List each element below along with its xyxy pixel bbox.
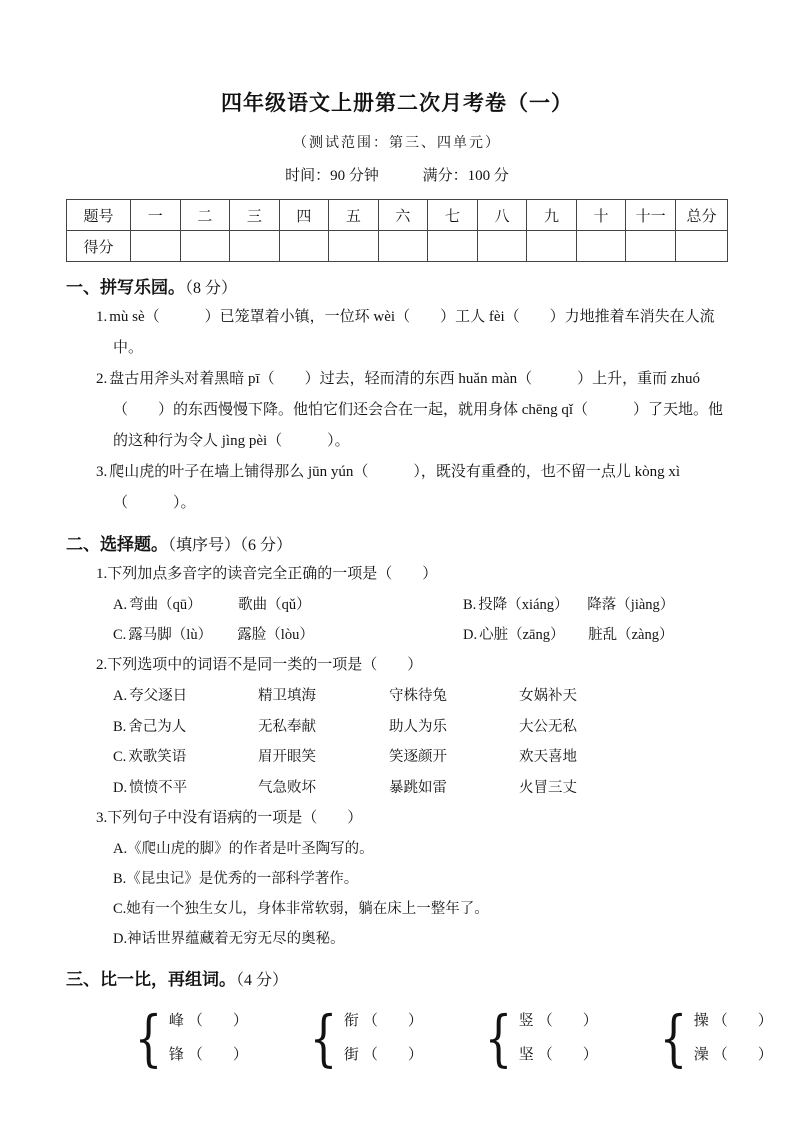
option-b — [463, 590, 728, 620]
option-word-1: 投降（xiáng） — [478, 597, 569, 613]
option-word-1: 心脏（zāng） — [479, 627, 565, 643]
option-word: 笑逐颜开 — [389, 749, 447, 765]
score-blank-cell — [180, 231, 230, 262]
test-scope: （测试范围：第三、四单元） — [293, 136, 501, 151]
brace-icon: { — [134, 1002, 163, 1074]
blank: （ ） — [362, 1047, 423, 1063]
option-word-2: 脏乱（zàng） — [588, 627, 674, 643]
question-2-option-b — [113, 712, 728, 743]
section-1-points: （8 分） — [185, 280, 238, 297]
section-2-heading — [66, 532, 728, 559]
option-label: A. — [113, 688, 128, 704]
option-word: 暴跳如雷 — [389, 779, 447, 796]
score-blank-cell — [527, 231, 577, 262]
option-word: 无私奉献 — [258, 718, 316, 735]
option-word-2: 露脸（lòu） — [237, 627, 314, 643]
pair-top — [519, 1004, 598, 1038]
score-table-cell: 一 — [131, 200, 181, 231]
option-word: 火冒三丈 — [519, 779, 577, 796]
blank: （ ） — [187, 1047, 248, 1063]
score-blank-cell — [626, 231, 676, 262]
option-word: 助人为乐 — [389, 718, 447, 735]
option-label: D. — [463, 627, 478, 643]
score-table-cell: 六 — [378, 200, 428, 231]
score-table-cell: 八 — [477, 200, 527, 231]
question-3-option-a: A.《爬山虎的脚》的作者是叶圣陶写的。 — [113, 841, 374, 857]
exam-meta — [66, 165, 728, 187]
item-text: 盘古用斧头对着黑暗 pī（ ）过去，轻而清的东西 huǎn màn（ ）上升，重而 zhuó（ ）的东西慢慢下降。他怕它们还会合在一起，就用身体 chēng qǐ（ ）了天地。他的这种行为令人 jìng pèi（ ）。 — [109, 371, 723, 449]
question-1-options — [113, 590, 728, 650]
option-word: 大公无私 — [519, 718, 577, 735]
question-2-option-d — [113, 773, 728, 804]
question-2-stem: 2.下列选项中的词语不是同一类的一项是（ ） — [96, 657, 423, 673]
item-text: 爬山虎的叶子在墙上铺得那么 jūn yún（ ），既没有重叠的，也不留一点儿 kòng xì（ ）。 — [109, 464, 681, 511]
character: 竖 — [518, 1013, 534, 1029]
score-blank-cell — [131, 231, 181, 262]
option-label: B. — [113, 718, 127, 735]
full-score: 满分：100 分 — [422, 168, 509, 184]
option-word: 守株待兔 — [389, 688, 447, 704]
blank: （ ） — [362, 1013, 423, 1029]
pair-rows — [344, 1004, 423, 1072]
option-label: D. — [113, 779, 128, 796]
brace-icon: { — [309, 1002, 338, 1074]
pair-top — [344, 1004, 423, 1038]
question-3-stem: 3.下列句子中没有语病的一项是（ ） — [96, 810, 363, 826]
time-limit: 时间：90 分钟 — [285, 168, 379, 184]
item-text: mù sè（ ）已笼罩着小镇，一位环 wèi（ ）工人 fèi（ ）力地推着车消失在人流中。 — [109, 309, 715, 356]
blank: （ ） — [712, 1047, 773, 1063]
question-2-option-a — [113, 681, 728, 712]
pair-bottom — [694, 1038, 773, 1072]
blank: （ ） — [537, 1047, 598, 1063]
option-word: 气急败坏 — [258, 779, 316, 796]
option-word-2: 歌曲（qǔ） — [238, 597, 311, 613]
option-cell — [113, 742, 258, 773]
word-pair-4 — [655, 1002, 773, 1074]
pair-top — [169, 1004, 248, 1038]
score-table-cell: 三 — [230, 200, 280, 231]
score-blank-cell — [230, 231, 280, 262]
pinyin-item-1 — [66, 302, 728, 364]
score-table-cell: 七 — [428, 200, 478, 231]
pinyin-item-2 — [66, 364, 728, 457]
word-pair-3 — [480, 1002, 598, 1074]
option-word: 欢歌笑语 — [128, 749, 187, 765]
item-number: 3. — [96, 464, 108, 480]
option-word: 愤愤不平 — [129, 779, 188, 796]
score-row-label: 得分 — [67, 231, 131, 262]
character: 峰 — [168, 1013, 184, 1029]
section-1-title: 一、拼写乐园。 — [66, 278, 185, 297]
option-word: 精卫填海 — [258, 688, 316, 704]
option-cell — [113, 712, 258, 743]
score-blank-cell — [378, 231, 428, 262]
word-pair-1 — [130, 1002, 248, 1074]
score-table-header-row — [67, 200, 728, 231]
option-word: 欢天喜地 — [519, 749, 577, 765]
pair-bottom — [519, 1038, 598, 1072]
character: 澡 — [693, 1047, 709, 1063]
option-cell — [113, 681, 258, 712]
option-word: 夸父逐日 — [129, 688, 188, 704]
option-word-2: 降落（jiàng） — [587, 597, 675, 613]
option-cell — [113, 773, 258, 804]
section-2-title: 二、选择题。 — [66, 535, 168, 554]
score-table-cell: 十一 — [626, 200, 676, 231]
option-word: 女娲补天 — [519, 688, 577, 704]
question-2-option-c — [113, 742, 728, 773]
page-title: 四年级语文上册第二次月考卷（一） — [221, 91, 573, 115]
question-3-option-b: B.《昆虫记》是优秀的一部科学著作。 — [113, 871, 359, 887]
pair-bottom — [344, 1038, 423, 1072]
score-blank-cell — [576, 231, 626, 262]
pair-rows — [519, 1004, 598, 1072]
character: 锋 — [168, 1047, 184, 1063]
option-word: 眉开眼笑 — [258, 749, 316, 765]
option-label: A. — [113, 597, 128, 613]
blank: （ ） — [712, 1013, 773, 1029]
score-table-cell: 十 — [576, 200, 626, 231]
option-d — [463, 620, 728, 650]
score-blank-cell — [329, 231, 379, 262]
character: 街 — [343, 1047, 359, 1063]
score-table-cell: 四 — [279, 200, 329, 231]
score-table-cell: 总分 — [676, 200, 728, 231]
score-blank-cell — [676, 231, 728, 262]
question-3-option-c: C.她有一个独生女儿，身体非常软弱，躺在床上一整年了。 — [113, 901, 489, 917]
score-table-score-row — [67, 231, 728, 262]
blank: （ ） — [537, 1013, 598, 1029]
option-word-1: 露马脚（lù） — [128, 627, 213, 643]
question-3-option-d: D.神话世界蕴藏着无穷无尽的奥秘。 — [113, 931, 345, 947]
word-pairs — [130, 1002, 773, 1074]
option-word: 舍己为人 — [128, 718, 187, 735]
pair-rows — [694, 1004, 773, 1072]
character: 衔 — [343, 1013, 359, 1029]
option-a — [113, 590, 463, 620]
brace-icon: { — [659, 1002, 688, 1074]
section-3-heading — [66, 967, 728, 994]
item-number: 2. — [96, 371, 108, 387]
character: 操 — [693, 1013, 709, 1029]
score-blank-cell — [428, 231, 478, 262]
section-3-title: 三、比一比，再组词。 — [66, 970, 236, 989]
pair-bottom — [169, 1038, 248, 1072]
score-table-cell: 题号 — [67, 200, 131, 231]
score-table-cell: 九 — [527, 200, 577, 231]
question-1-stem: 1.下列加点多音字的读音完全正确的一项是（ ） — [96, 566, 438, 582]
section-1-heading — [66, 275, 728, 302]
character: 坚 — [518, 1047, 534, 1063]
score-table-cell: 五 — [329, 200, 379, 231]
option-c — [113, 620, 463, 650]
option-label: C. — [113, 749, 127, 765]
section-2-points: （填序号）（6 分） — [168, 537, 293, 554]
section-3-points: （4 分） — [236, 972, 289, 989]
score-table — [66, 199, 728, 262]
pinyin-item-3 — [66, 457, 728, 519]
option-label: C. — [113, 627, 127, 643]
option-word-1: 弯曲（qū） — [129, 597, 202, 613]
blank: （ ） — [187, 1013, 248, 1029]
pair-rows — [169, 1004, 248, 1072]
option-label: B. — [463, 597, 477, 613]
pair-top — [694, 1004, 773, 1038]
item-number: 1. — [96, 309, 108, 325]
score-blank-cell — [279, 231, 329, 262]
word-pair-2 — [305, 1002, 423, 1074]
brace-icon: { — [484, 1002, 513, 1074]
score-table-cell: 二 — [180, 200, 230, 231]
score-blank-cell — [477, 231, 527, 262]
